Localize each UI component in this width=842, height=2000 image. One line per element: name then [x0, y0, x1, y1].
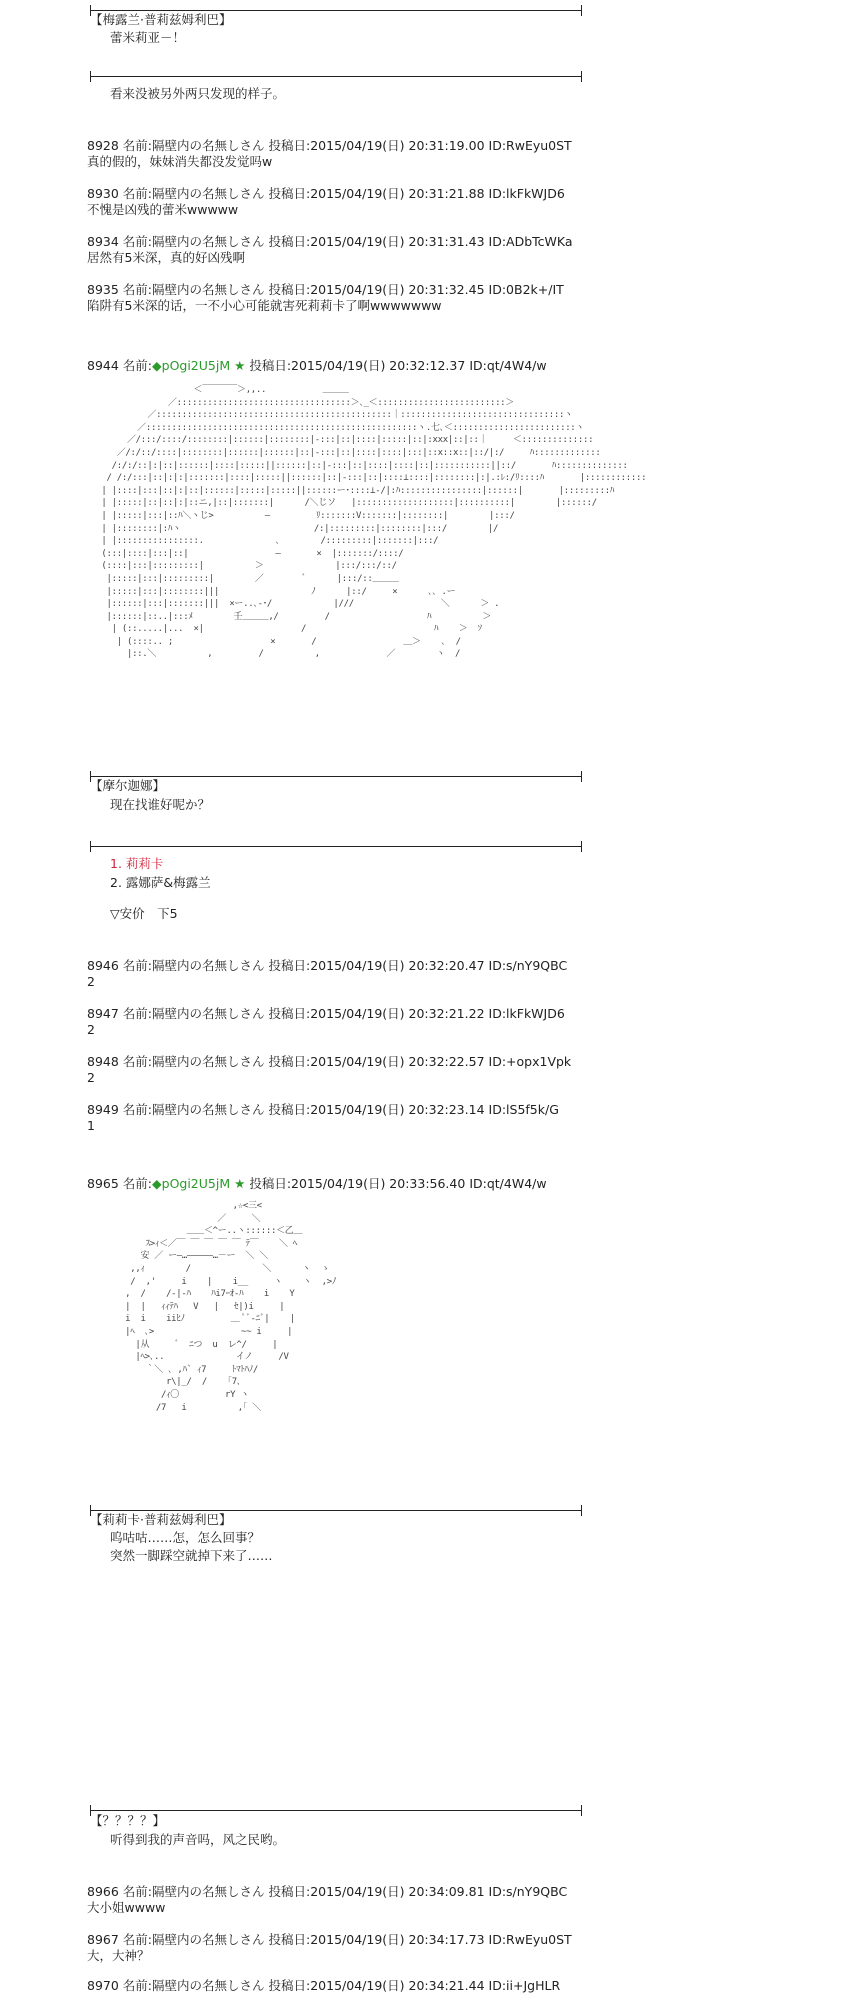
star-icon: ★	[234, 1176, 246, 1191]
post-date: 投稿日:2015/04/19(日) 20:31:19.00	[268, 138, 485, 153]
post	[87, 1054, 571, 1086]
post-header: 8966 名前:隔壁内の名無しさん 投稿日:2015/04/19(日) 20:34:09.81 ID:s/nY9QBC	[87, 1884, 568, 1899]
poster-id[interactable]: ID:ii+JgHLR	[488, 1978, 561, 1993]
poster-name: 隔壁内の名無しさん	[152, 234, 265, 249]
poster-id[interactable]: ID:qt/4W4/w	[469, 1176, 547, 1191]
speaker-label: 【？？？？】	[90, 1813, 166, 1828]
narration-line: 看来没被另外两只发现的样子。	[110, 86, 286, 101]
dialogue-line: 突然一脚踩空就掉下来了……	[110, 1548, 273, 1563]
poster-id[interactable]: ID:lkFkWJD6	[488, 1006, 565, 1021]
separator-line	[90, 1810, 582, 1811]
post-date: 投稿日:2015/04/19(日) 20:33:56.40	[249, 1176, 466, 1191]
poster-name: 隔壁内の名無しさん	[152, 1006, 265, 1021]
post-number[interactable]: 8970	[87, 1978, 119, 1993]
poster-name: 隔壁内の名無しさん	[152, 186, 265, 201]
separator-line	[90, 10, 582, 11]
post-date: 投稿日:2015/04/19(日) 20:32:21.22	[268, 1006, 485, 1021]
post	[87, 1978, 560, 1994]
star-icon: ★	[234, 358, 246, 373]
post-body: 2	[87, 974, 95, 989]
dialogue-line: 蕾米莉亚－！	[110, 30, 186, 45]
post	[87, 1006, 565, 1038]
post	[87, 138, 572, 170]
op-post-header: 8944 名前:◆pOgi2U5jM ★ 投稿日:2015/04/19(日) 20:32:12.37 ID:qt/4W4/w	[87, 358, 547, 373]
poster-name: 隔壁内の名無しさん	[152, 1884, 265, 1899]
poster-name: 隔壁内の名無しさん	[152, 138, 265, 153]
speaker-label: 【莉莉卡·普莉兹姆利巴】	[90, 1512, 232, 1527]
post-body: 大，大神？	[87, 1948, 150, 1963]
poster-name: 隔壁内の名無しさん	[152, 1054, 265, 1069]
post-header: 8948 名前:隔壁内の名無しさん 投稿日:2015/04/19(日) 20:32:22.57 ID:+opx1Vpk	[87, 1054, 572, 1069]
choice-option-2[interactable]: 2. 露娜萨&梅露兰	[110, 875, 211, 890]
poster-id[interactable]: ID:qt/4W4/w	[469, 358, 547, 373]
post-number[interactable]: 8947	[87, 1006, 119, 1021]
poster-id[interactable]: ID:ADbTcWKa	[488, 234, 573, 249]
dialogue-line: 听得到我的声音吗，风之民哟。	[110, 1832, 286, 1847]
post-number[interactable]: 8949	[87, 1102, 119, 1117]
poster-id[interactable]: ID:lkFkWJD6	[488, 186, 565, 201]
post-body: 1	[87, 1118, 95, 1133]
post-date: 投稿日:2015/04/19(日) 20:32:23.14	[268, 1102, 485, 1117]
post	[87, 958, 567, 990]
post-body: 不愧是凶残的蕾米wwwww	[87, 202, 239, 217]
post	[87, 1884, 567, 1916]
post-header: 8928 名前:隔壁内の名無しさん 投稿日:2015/04/19(日) 20:31:19.00 ID:RwEyu0ST	[87, 138, 572, 153]
dialogue-line: 现在找谁好呢か？	[110, 797, 211, 812]
post-date: 投稿日:2015/04/19(日) 20:31:31.43	[268, 234, 485, 249]
post-header: 8947 名前:隔壁内の名無しさん 投稿日:2015/04/19(日) 20:32:21.22 ID:lkFkWJD6	[87, 1006, 565, 1021]
separator-line	[90, 76, 582, 77]
poster-name: 隔壁内の名無しさん	[152, 1932, 265, 1947]
ascii-art-character: ,☆<三< ／ ＼ ＿＿＜^ー..ヽ::::::＜乙＿ ｽ>ｨ＜／￣ ￣ ￣ ￣ ￣ ﾃ￣ ＼ ﾍ 安 ／ ー―…―――――…－ー ＼ ＼ ,,ｨ / ＼ ヽ ゝ / ,' i | i__ ヽ ヽ ,>ﾉ , / /-|-ﾊ ﾊi7ｰｵ-ﾊ i Y | | ｨｨﾃﾊ V | ｾ|)i | i i iiﾋﾉ ＿ ﾟﾞ-ﾆﾞ| | |ﾍ ､> ~~ i | |从 ﾞ ﾆつ u レ^/ | |ﾍ>､.. イノ /V ｀＼ ､ ,ﾊ` ｨ7 ﾄﾏﾄﾊﾉ/ r\|_/ / ｢7､ /ｨ〇 rY ヽ /7 i ,｢ ＼	[125, 1201, 337, 1413]
post-date: 投稿日:2015/04/19(日) 20:31:32.45	[268, 282, 485, 297]
poster-id[interactable]: ID:+opx1Vpk	[488, 1054, 572, 1069]
poster-name: 隔壁内の名無しさん	[152, 1978, 265, 1993]
post-header: 8935 名前:隔壁内の名無しさん 投稿日:2015/04/19(日) 20:31:32.45 ID:0B2k+/IT	[87, 282, 564, 297]
post-date: 投稿日:2015/04/19(日) 20:32:22.57	[268, 1054, 485, 1069]
post-number[interactable]: 8946	[87, 958, 119, 973]
post-body: 大小姐wwww	[87, 1900, 166, 1915]
poster-name: 隔壁内の名無しさん	[152, 1102, 265, 1117]
poster-id[interactable]: ID:lS5f5k/G	[488, 1102, 559, 1117]
post-body: 2	[87, 1022, 95, 1037]
post-date: 投稿日:2015/04/19(日) 20:32:20.47	[268, 958, 485, 973]
post-body: 陷阱有5米深的话，一不小心可能就害死莉莉卡了啊wwwwwww	[87, 298, 442, 313]
poster-name: 隔壁内の名無しさん	[152, 958, 265, 973]
poster-name: 隔壁内の名無しさん	[152, 282, 265, 297]
post-body: 2	[87, 1070, 95, 1085]
speaker-label: 【梅露兰·普莉兹姆利巴】	[90, 12, 232, 27]
post-number[interactable]: 8948	[87, 1054, 119, 1069]
post-header: 8934 名前:隔壁内の名無しさん 投稿日:2015/04/19(日) 20:31:31.43 ID:ADbTcWKa	[87, 234, 573, 249]
separator-line	[90, 776, 582, 777]
trip-code: ◆pOgi2U5jM	[152, 1176, 231, 1191]
dialogue-line: 呜咕咕……怎，怎么回事？	[110, 1530, 261, 1545]
post-date: 投稿日:2015/04/19(日) 20:31:21.88	[268, 186, 485, 201]
separator-line	[90, 1510, 582, 1511]
op-post-header: 8965 名前:◆pOgi2U5jM ★ 投稿日:2015/04/19(日) 20:33:56.40 ID:qt/4W4/w	[87, 1176, 547, 1191]
poster-id[interactable]: ID:s/nY9QBC	[488, 1884, 568, 1899]
speaker-label: 【摩尔迦娜】	[90, 778, 166, 793]
ascii-art-character: ＜￣￣￣￣＞,,.. ＿＿＿ ／::::::::::::::::::::::::::::::::::＞､_＜:::::::::::::::::::::::::＞ ／::::::::::::::::::::::::::::::::::::::::::::::｜::::::::::::::::::::::::::::::::ヽ ／:::::::::::::::::::::::::::::::::::::::::::::::::::::ヽ.七､＜::::::::::::::::::::::::ヽ ／/:::/::::/::::::::|::::::|::::::::|-:::|::|::::|:::::|::|:xxx|::|::｜ ＜:::::::::::::: ／/:/::/::::|::::::::|::::::|::::::|::|-:::|::|::::|::::|:::|::x::x::|::/|:/ ﾊ::::::::::::: /:/:/::|:|::|::::::|::::|:::::||::::::|::|-:::|::|::::|::::|::|:::::::::::||::/ ﾊ:::::::::::::: / /:/:::|::|:|:|:::::::|::::|:::::||::::::|::|-:::|::|::::⊥::::|::::::::|:|.:ﾚ:/ﾘ::::ﾊ |:::::::::::: | |::::|:::|::|:|::|::::::|:::::|:::::||::::::ー･::::⊥-/|:ﾊ::::::::::::::::|::::::| |:::::::::ﾊ | |:::::|::|::|:|::ニ,|::|:::::::| /＼じソ |:::::::::::::::::::|::::::::::| |::::::/ | |:::::|:::|::ﾊ＼ヽじ> ― ﾘ:::::::V:::::::|::::::::| |:::/ | |::::::::|:ﾊヽ /:|:::::::::|::::::::|:::/ |/ | |::::::::::::::::. ､ /:::::::::|:::::::|:::/ (:::|::::|:::|::| ― × |:::::::/::::/ (::::|:::|:::::::::| ＞ |:::/:::/::/ |:::::|:::|:::::::::| ／ ﾞ |:::/::＿＿＿ |:::::|:::|::::::::||| ﾉ |::/ × ､､ .ー |::::::|:::|:::::::||| ×ー..､-･/ |/// ＼ ＞ . |::::::|::..|:::ﾒ 壬＿＿＿,/ / ﾊ ＞ | (::.....|... ×| / ﾊ ＞ ｿ | (::::.. ; × / ＿＞ ､ / |::.＼ , / , ／ ヽ /	[101, 385, 647, 660]
post-header: 8949 名前:隔壁内の名無しさん 投稿日:2015/04/19(日) 20:32:23.14 ID:lS5f5k/G	[87, 1102, 559, 1117]
anchor-instruction: ▽安价 下5	[110, 906, 178, 921]
post-body: 居然有5米深，真的好凶残啊	[87, 250, 245, 265]
post-number[interactable]: 8966	[87, 1884, 119, 1899]
trip-code: ◆pOgi2U5jM	[152, 358, 231, 373]
post-number[interactable]: 8965	[87, 1176, 119, 1191]
poster-id[interactable]: ID:s/nY9QBC	[488, 958, 568, 973]
post-header: 8967 名前:隔壁内の名無しさん 投稿日:2015/04/19(日) 20:34:17.73 ID:RwEyu0ST	[87, 1932, 572, 1947]
post-date: 投稿日:2015/04/19(日) 20:34:17.73	[268, 1932, 485, 1947]
post	[87, 234, 573, 266]
post-number[interactable]: 8944	[87, 358, 119, 373]
separator-line	[90, 846, 582, 847]
poster-id[interactable]: ID:RwEyu0ST	[488, 138, 572, 153]
post-date: 投稿日:2015/04/19(日) 20:34:09.81	[268, 1884, 485, 1899]
post-number[interactable]: 8935	[87, 282, 119, 297]
poster-id[interactable]: ID:RwEyu0ST	[488, 1932, 572, 1947]
post-number[interactable]: 8930	[87, 186, 119, 201]
post-date: 投稿日:2015/04/19(日) 20:34:21.44	[268, 1978, 485, 1993]
post-date: 投稿日:2015/04/19(日) 20:32:12.37	[249, 358, 466, 373]
post-header: 8930 名前:隔壁内の名無しさん 投稿日:2015/04/19(日) 20:31:21.88 ID:lkFkWJD6	[87, 186, 565, 201]
post-number[interactable]: 8928	[87, 138, 119, 153]
choice-option-1[interactable]: 1. 莉莉卡	[110, 856, 164, 871]
post	[87, 186, 565, 218]
post-header: 8946 名前:隔壁内の名無しさん 投稿日:2015/04/19(日) 20:32:20.47 ID:s/nY9QBC	[87, 958, 568, 973]
post-number[interactable]: 8967	[87, 1932, 119, 1947]
post	[87, 1102, 559, 1134]
post	[87, 282, 564, 314]
post-body: 真的假的，妹妹消失都没发觉吗w	[87, 154, 273, 169]
post	[87, 1932, 572, 1964]
poster-id[interactable]: ID:0B2k+/IT	[488, 282, 564, 297]
post-header: 8970 名前:隔壁内の名無しさん 投稿日:2015/04/19(日) 20:34:21.44 ID:ii+JgHLR	[87, 1978, 561, 1993]
post-number[interactable]: 8934	[87, 234, 119, 249]
